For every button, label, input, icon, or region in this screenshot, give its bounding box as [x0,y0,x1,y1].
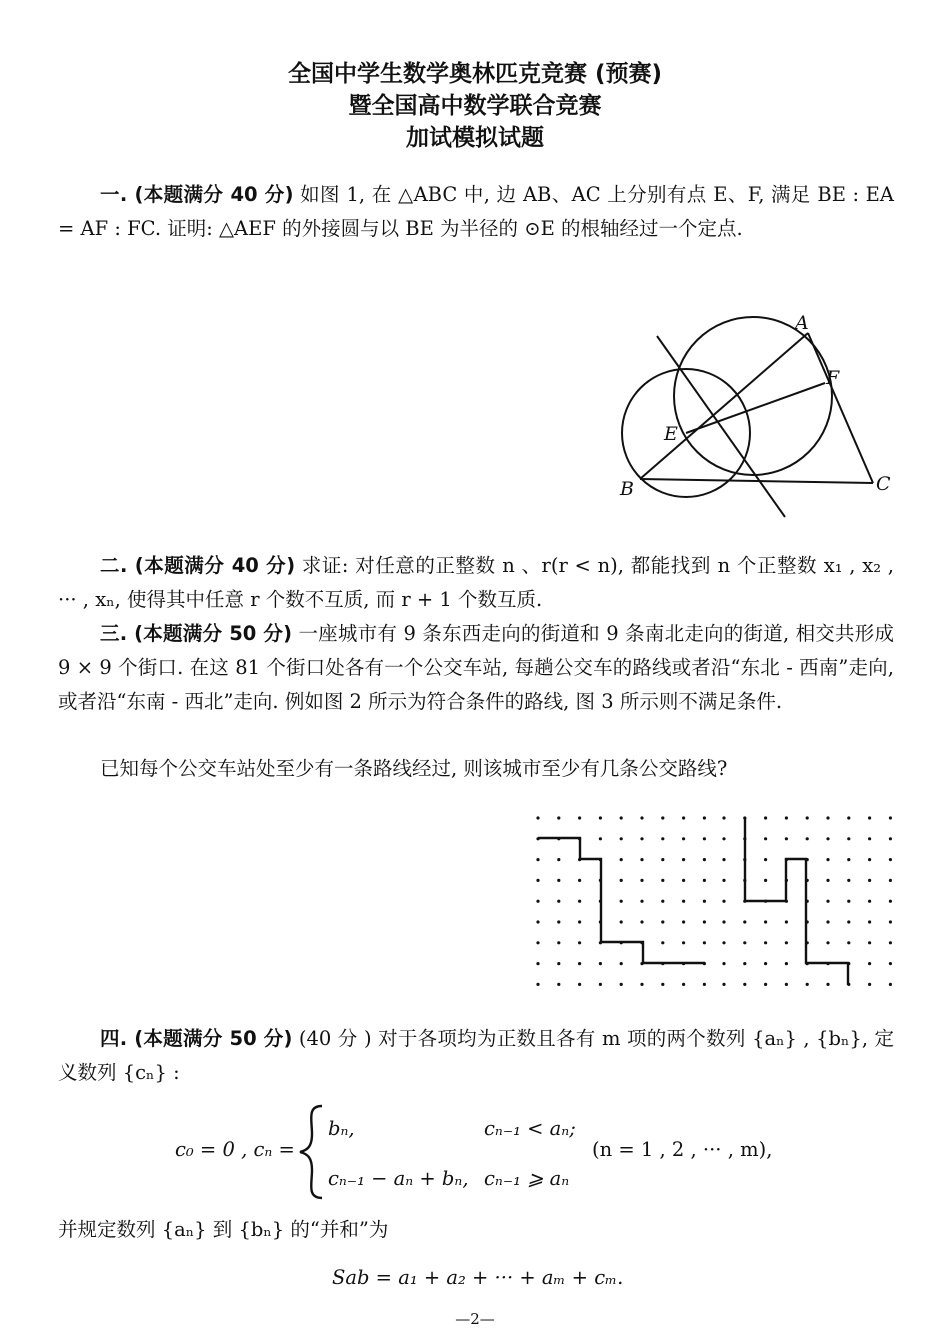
problem-1-lead: 一. (本题满分 40 分) [100,183,294,206]
problem-2-lead: 二. (本题满分 40 分) [100,554,296,577]
title-line-2: 暨全国高中数学联合竞赛 [348,93,602,119]
page-number: —2— [455,1310,495,1328]
problem-3-lead: 三. (本题满分 50 分) [100,622,293,645]
problem-4-followup: 并规定数列 {aₙ} 到 {bₙ} 的“并和”为 [58,1218,389,1241]
case-1-condition: cₙ₋₁ < aₙ; [484,1117,576,1140]
label-F: F [826,367,840,389]
index-range: (n = 1 , 2 , ··· , m), [592,1138,773,1161]
sum-formula: Sab = a₁ + a₂ + ··· + aₘ + cₘ. [332,1266,624,1289]
case-2-value: cₙ₋₁ − aₙ + bₙ, [328,1167,469,1190]
problem-3-question: 已知每个公交车站处至少有一条路线经过, 则该城市至少有几条公交路线? [100,757,728,780]
label-B: B [620,478,634,500]
label-A: A [795,312,809,334]
formula-left: c₀ = 0 , cₙ = [175,1138,295,1161]
problem-4-text: (40 分 ) 对于各项均为正数且各有 m 项的两个数列 {aₙ} , {bₙ}, 定义数列 {cₙ} : [58,1027,894,1084]
problem-1-text: 如图 1, 在 △ABC 中, 边 AB、AC 上分别有点 E、F, 满足 BE : EA = AF : FC. 证明: △AEF 的外接圆与以 BE 为半径的 ⊙E 的根轴经过一个定点. [58,183,894,240]
label-E: E [664,423,678,445]
title-line-3: 加试模拟试题 [406,125,544,151]
title-line-1: 全国中学生数学奥林匹克竞赛 (预赛) [287,61,663,87]
case-2-condition: cₙ₋₁ ⩾ aₙ [484,1167,570,1190]
problem-4-lead: 四. (本题满分 50 分) [100,1027,293,1050]
problem-2-text: 求证: 对任意的正整数 n 、r(r < n), 都能找到 n 个正整数 x₁ , x₂ , ··· , xₙ, 使得其中任意 r 个数不互质, 而 r + 1 个数互质. [58,554,894,611]
case-1-value: bₙ, [328,1117,355,1140]
problem-3-text: 一座城市有 9 条东西走向的街道和 9 条南北走向的街道, 相交共形成 9 × 9 个街口. 在这 81 个街口处各有一个公交车站, 每趟公交车的路线或者沿“东北 - 西南”走向, 或者沿“东南 - 西北”走向. 例如图 2 所示为符合条件的路线, 图 3 所示则不满足条件. [58,622,894,713]
label-C: C [876,473,891,495]
